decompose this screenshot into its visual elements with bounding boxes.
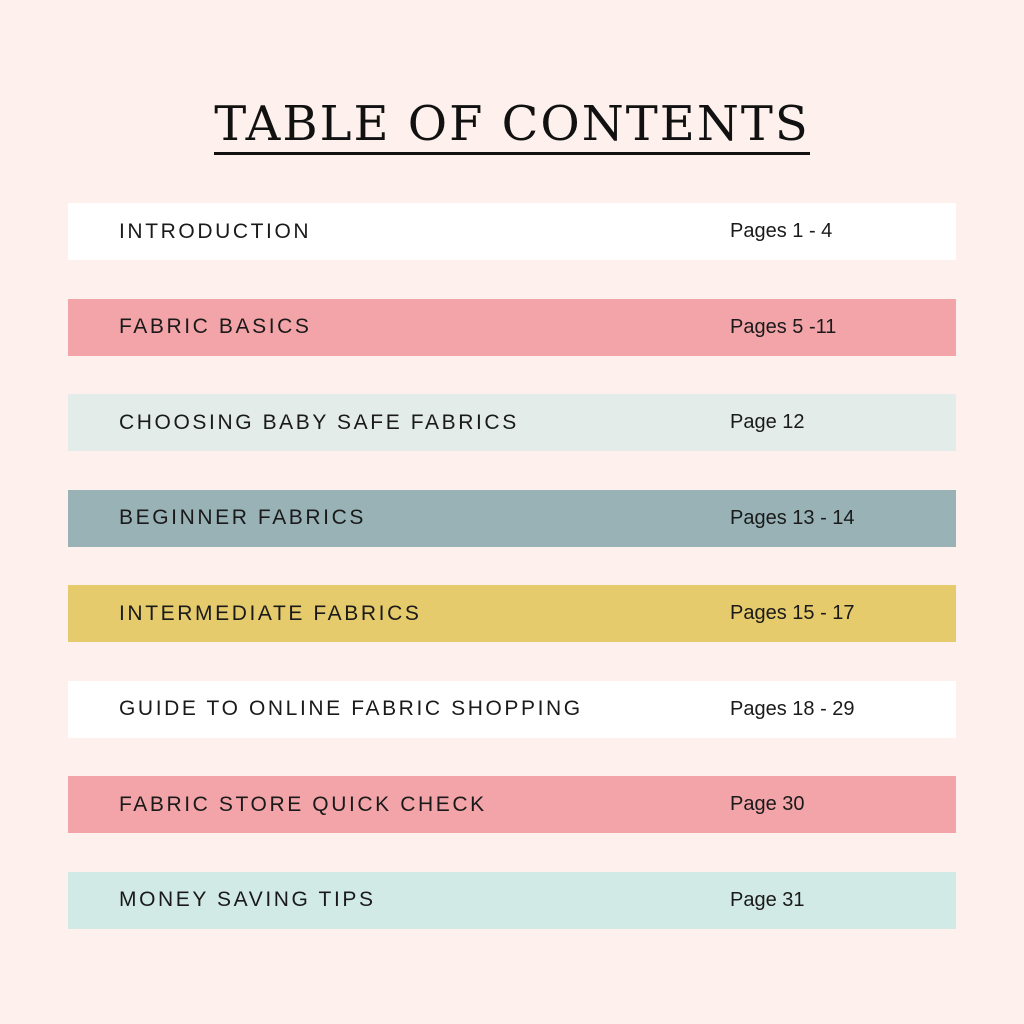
toc-entry-label: CHOOSING BABY SAFE FABRICS: [119, 410, 519, 434]
toc-entry-fabric-store-quick-check[interactable]: [68, 776, 956, 833]
toc-entry-pages: Pages 13 - 14: [730, 506, 855, 529]
toc-entry-pages: Page 30: [730, 793, 805, 815]
toc-entry-label: BEGINNER FABRICS: [119, 506, 366, 529]
page-title-text: TABLE OF CONTENTS: [214, 100, 809, 155]
toc-entry-pages: Pages 18 - 29: [730, 697, 855, 720]
toc-entry-pages: Pages 15 - 17: [730, 602, 855, 624]
toc-entry-label: GUIDE TO ONLINE FABRIC SHOPPING: [119, 697, 583, 720]
toc-entry-beginner-fabrics[interactable]: [68, 490, 956, 547]
toc-entry-pages: Page 12: [730, 411, 805, 433]
toc-entry-label: INTERMEDIATE FABRICS: [119, 601, 422, 625]
toc-entry-introduction[interactable]: [68, 203, 956, 260]
toc-list: [68, 203, 956, 967]
toc-entry-guide-to-online-fabric-shopping[interactable]: [68, 681, 956, 738]
toc-entry-intermediate-fabrics[interactable]: [68, 585, 956, 642]
toc-entry-label: FABRIC BASICS: [119, 315, 312, 338]
toc-entry-pages: Page 31: [730, 888, 805, 911]
toc-entry-label: INTRODUCTION: [119, 219, 312, 243]
toc-entry-pages: Pages 5 -11: [730, 315, 837, 338]
toc-entry-fabric-basics[interactable]: [68, 299, 956, 356]
toc-entry-money-saving-tips[interactable]: [68, 872, 956, 929]
toc-entry-choosing-baby-safe-fabrics[interactable]: [68, 394, 956, 451]
toc-entry-label: MONEY SAVING TIPS: [119, 888, 376, 911]
toc-entry-label: FABRIC STORE QUICK CHECK: [119, 792, 487, 816]
toc-entry-pages: Pages 1 - 4: [730, 220, 833, 242]
page-title: [0, 96, 1024, 155]
